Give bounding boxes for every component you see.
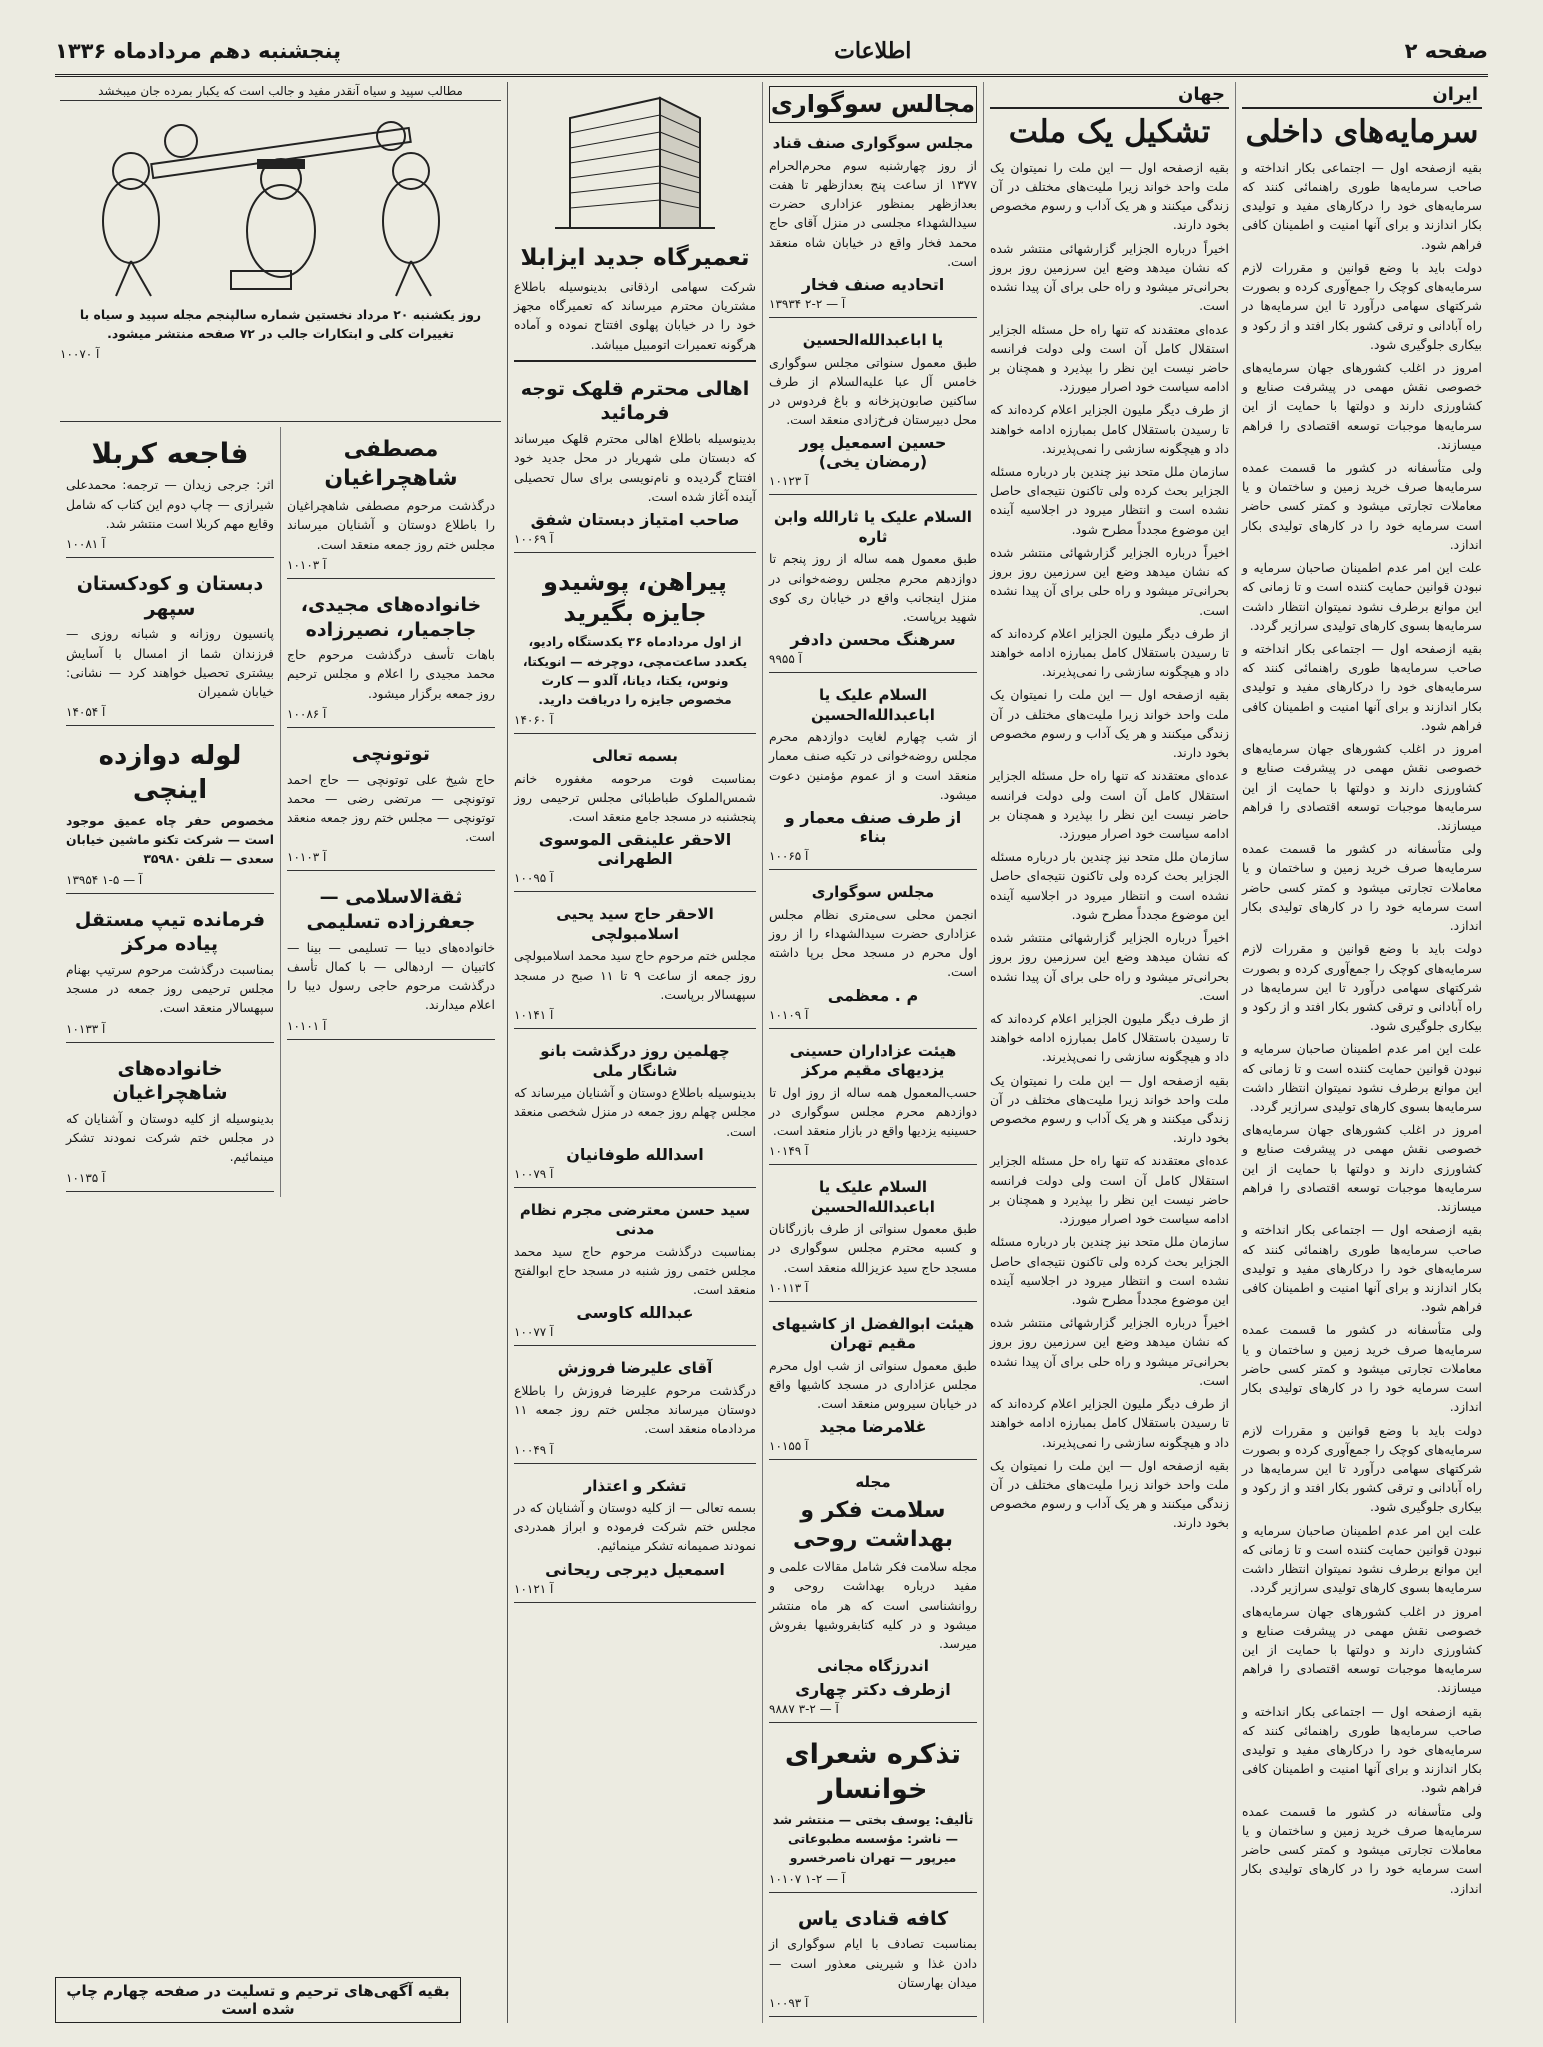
- cafe-text: بمناسبت تصادف با ایام سوگواری از دادن غذا و شیرینی معذور است — میدان بهارستان: [769, 1936, 977, 1990]
- notice-text: باهات تأسف درگذشت مرحوم حاج محمد مجیدی را اعلام و مجلس ترحیم روز جمعه برگزار میشود.: [287, 647, 495, 701]
- cafe-title: کافه قنادی یاس: [797, 1907, 949, 1930]
- page-number: صفحه ۲: [1404, 39, 1488, 63]
- notice-sign: الاحقر علینقی الموسوی الطهرانی: [538, 830, 732, 869]
- cafe-ad: [769, 1898, 977, 2017]
- left-ads-grid: [60, 427, 501, 1197]
- article-paragraph: از طرف دیگر ملیون الجزایر اعلام کرده‌اند که تا رسیدن باستقلال کامل بمبارزه ادامه خواهند داد و هیچگونه سازشی را نمی‌پذیرند.: [990, 1396, 1229, 1450]
- notice: [514, 739, 756, 892]
- notice-title: مجلس سوگواری صنف قناد: [772, 134, 974, 153]
- notice-title: الاحقر حاج سید یحیی اسلامبولچی: [556, 905, 714, 943]
- notice-text: بدینوسیله باطلاع اهالی محترم قلهک میرساند که دبستان ملی شهریار در محل جدید خود افتتاح گردیده و نام‌نویسی برای سال تحصیلی آینده آغاز شده است.: [514, 431, 756, 504]
- notice-text: اثر: جرجی زیدان — ترجمه: محمدعلی شیرازی — چاپ دوم این کتاب که شامل وقایع مهم کربلا است منتشر شد.: [66, 477, 274, 531]
- column-mourning-notices: [762, 82, 983, 2023]
- notice-code: ۱۰۰۹۵ آ: [514, 871, 554, 886]
- article-paragraph: امروز در اغلب کشورهای جهان سرمایه‌های خصوصی نقش مهمی در پیشرفت صنایع و کشاورزی دارند و دولتها با حمایت از این سرمایه‌ها موجبات توسعه اقتصادی را فراهم میسازند.: [1242, 741, 1482, 833]
- notice-text: طبق معمول سنواتی از طرف بازرگانان و کسبه محترم مجلس سوگواری در مسجد حاج سید عزیزالله منعقد است.: [769, 1221, 977, 1275]
- notice-code: ۱۰۰۷۹ آ: [514, 1166, 554, 1181]
- magazine-kicker: مجله: [855, 1473, 891, 1492]
- article-paragraph: اخیراً درباره الجزایر گزارشهائی منتشر شده که نشان میدهد وضع این سرزمین روز بروز بحرانی‌تر میشود و راه حلی برای آن پیدا نشده است.: [990, 930, 1229, 1003]
- notice-code: ۱۳۹۵۴ آ — ۵-۱: [66, 872, 143, 887]
- magazine-sign: ازطرف دکتر چهاری: [795, 1679, 951, 1699]
- notice: [769, 126, 977, 318]
- column-world: [983, 82, 1235, 2023]
- notice-code: ۱۰۰۴۹ آ: [514, 1442, 554, 1457]
- notice-title: السلام علیک یا اباعبدالله‌الحسین: [811, 686, 935, 724]
- notice-code: ۱۰۰۸۶ آ: [287, 706, 327, 721]
- notice-sign: اسدالله طوفانیان: [566, 1144, 704, 1164]
- notice: [66, 899, 274, 1043]
- notice-title: هیئت عزاداران حسینی یزدیهای مقیم مرکز: [789, 1041, 957, 1079]
- magazine-title: سلامت فکر و بهداشت روحی: [792, 1497, 954, 1552]
- article-paragraph: امروز در اغلب کشورهای جهان سرمایه‌های خصوصی نقش مهمی در پیشرفت صنایع و کشاورزی دارند و دولتها با حمایت از این سرمایه‌ها موجبات توسعه اقتصادی را فراهم میسازند.: [1242, 359, 1482, 452]
- notice-code: ۱۰۱۳۳ آ: [66, 1021, 106, 1036]
- article-paragraph: دولت باید با وضع قوانین و مقررات لازم سرمایه‌های کوچک را جمع‌آوری کرده و بصورت شرکتهای سهامی درآورد تا این سرمایه‌ها در راه آبادانی و ترقی کشور بکار افتد و از رکود و بیکاری جلوگیری شود.: [1242, 259, 1482, 352]
- book-ad: [769, 1728, 977, 1893]
- notice-title: مصطفی شاهچراغیان: [324, 437, 458, 491]
- notice: [514, 1469, 756, 1603]
- article-paragraph: بقیه ازصفحه اول — اجتماعی بکار انداخته و صاحب سرمایه‌ها طوری راهنمائی کنند که سرمایه‌های خود را درکارهای مفید و تولیدی بکار اندازند و برای آنها امنیت و اطمینان کافی فراهم شود.: [1242, 1703, 1482, 1796]
- notice: [514, 897, 756, 1029]
- notice-title: سید حسن معترضی مجرم نظام مدنی: [519, 1200, 751, 1239]
- notice-text: بمناسبت فوت مرحومه مغفوره خانم شمس‌الملوک طباطبائی مجلس ترحیمی روز پنجشنبه در مسجد جامع منعقد است.: [514, 770, 756, 825]
- notice-text: حسب‌المعمول همه ساله از روز اول تا دوازدهم محرم مجلس سوگواری در حسینیه یزدیها واقع در بازار منعقد است.: [769, 1084, 977, 1138]
- notice-text: خانواده‌های دیبا — تسلیمی — بینا — کاتبیان — اردهالی — با کمال تأسف درگذشت مرحوم حاجی رسول دیبا را اعلام میدارند.: [287, 939, 495, 1013]
- notice-code: ۱۴۰۵۴ آ: [66, 705, 106, 720]
- notice-text: از شب چهارم لغایت دوازدهم محرم مجلس روضه‌خوانی در تکیه صنف معمار منعقد است و از عموم مؤمنین دعوت میشود.: [769, 729, 977, 802]
- notice-text: طبق معمول همه ساله از روز پنجم تا دوازدهم محرم مجلس روضه‌خوانی در منزل اینجانب واقع در خیابان ری کوی شهید برپاست.: [769, 551, 977, 625]
- notice: [769, 1034, 977, 1166]
- notice-sign: سرهنگ محسن دادفر: [790, 630, 956, 650]
- article-paragraph: دولت باید با وضع قوانین و مقررات لازم سرمایه‌های کوچک را جمع‌آوری کرده و بصورت شرکتهای سهامی درآورد تا این سرمایه‌ها در راه آبادانی و ترقی کشور بکار افتد و از رکود و بیکاری جلوگیری شود.: [1242, 941, 1482, 1034]
- notice: [66, 731, 274, 893]
- notice-sign: صاحب امتیاز دبستان شفق: [530, 510, 740, 530]
- article-paragraph: ولی متأسفانه در کشور ما قسمت عمده سرمایه‌ها صرف خرید زمین و ساختمان و یا معاملات تجارتی میشود و کمتر کسی حاضر است سرمایه خود را در کارهای تولیدی بکار اندازد.: [1242, 841, 1482, 934]
- divider: [514, 360, 756, 362]
- notice: [514, 558, 756, 734]
- article-paragraph: از طرف دیگر ملیون الجزایر اعلام کرده‌اند که تا رسیدن باستقلال کامل بمبارزه ادامه خواهند داد و هیچگونه سازشی را نمی‌پذیرند.: [990, 625, 1229, 680]
- article-paragraph: ولی متأسفانه در کشور ما قسمت عمده سرمایه‌ها صرف خرید زمین و ساختمان و یا معاملات تجارتی میشود و کمتر کسی حاضر است سرمایه خود را در کارهای تولیدی بکار اندازد.: [1242, 1322, 1482, 1415]
- notice-title: السلام علیک یا ثارالله وابن ثاره: [774, 508, 972, 546]
- notice-code: ۱۰۱۰۳ آ: [287, 850, 327, 865]
- cartoon-caption: مطالب سپید و سیاه آنقدر مفید و جالب است که یکبار بمرده جان میبخشد: [60, 82, 501, 101]
- notice-sign: اتحادیه صنف فخار: [801, 275, 945, 294]
- notice-title: هیئت ابوالفضل از کاشیهای مقیم تهران: [771, 1314, 975, 1353]
- issue-date: پنجشنبه دهم مردادماه ۱۳۳۶: [55, 39, 341, 63]
- notice-code: ۹۹۵۵ آ: [769, 652, 802, 667]
- notice-code: ۱۰۱۰۱ آ: [287, 1018, 327, 1033]
- article-paragraph: علت این امر عدم اطمینان صاحبان سرمایه و نبودن قوانین حمایت کننده است و تا زمانی که این موانع برطرف نشود نمیتوان انتظار داشت سرمایه‌ها بسوی کارهای تولیدی سرازیر گردد.: [1242, 1522, 1482, 1596]
- building-illustration: [514, 88, 756, 238]
- mourning-section-headline: مجالس سوگواری: [769, 86, 977, 123]
- notice-title: فاجعه کربلا: [91, 437, 249, 470]
- notice-text: بمناسبت درگذشت مرحوم حاج سید محمد مجلس ختمی روز شنبه در مسجد حاج ابوالفتح منعقد است.: [514, 1243, 756, 1298]
- left-ads-left-column: [60, 427, 281, 1197]
- notice-sign: از طرف صنف معمار و بناء: [784, 808, 962, 847]
- article-paragraph: ولی متأسفانه در کشور ما قسمت عمده سرمایه‌ها صرف خرید زمین و ساختمان و یا معاملات تجارتی میشود و کمتر کسی حاضر است سرمایه خود را در کارهای تولیدی بکار اندازد.: [1242, 460, 1482, 552]
- building-headline: تعمیرگاه جدید ایزابلا: [520, 245, 750, 271]
- notice-text: از روز چهارشنبه سوم محرم‌الحرام ۱۳۷۷ از ساعت پنج بعدازظهر تا هفت بعدازظهر بمنظور عزاداری حضرت سیدالشهداء مجلسی در منزل آقای حاج محمد فخار واقع در خیابان شاه منعقد است.: [769, 157, 977, 269]
- notice: [287, 876, 495, 1039]
- article-paragraph: بقیه ازصفحه اول — اجتماعی بکار انداخته و صاحب سرمایه‌ها طوری راهنمائی کنند که سرمایه‌های خود را درکارهای مفید و تولیدی بکار اندازند و برای آنها امنیت و اطمینان کافی فراهم شود.: [1242, 641, 1482, 733]
- article-paragraph: عده‌ای معتقدند که تنها راه حل مسئله الجزایر استقلال کامل آن است ولی دولت فرانسه حاضر نیست این نظر را بپذیرد و همچنان بر ادامه سیاست خود اصرار میورزد.: [990, 768, 1229, 841]
- article-paragraph: اخیراً درباره الجزایر گزارشهائی منتشر شده که نشان میدهد وضع این سرزمین روز بروز بحرانی‌تر میشود و راه حلی برای آن پیدا نشده است.: [990, 1315, 1229, 1388]
- column-ads-left: [54, 82, 507, 2023]
- article-paragraph: بقیه ازصفحه اول — این ملت را نمیتوان یک ملت واحد خواند زیرا ملیت‌های مختلف در آن زندگی میکنند و هر یک آداب و رسوم مخصوص بخود دارند.: [990, 1457, 1229, 1531]
- article-paragraph: اخیراً درباره الجزایر گزارشهائی منتشر شده که نشان میدهد وضع این سرزمین روز بروز بحرانی‌تر میشود و راه حلی برای آن پیدا نشده است.: [990, 544, 1229, 618]
- notice-code: ۱۰۱۵۵ آ: [769, 1439, 809, 1454]
- notice-title: ثقة‌الاسلامی — جعفرزاده تسلیمی: [306, 886, 476, 934]
- notice-title: لوله دوازده اینچی: [98, 741, 242, 806]
- notice: [769, 678, 977, 870]
- article-paragraph: امروز در اغلب کشورهای جهان سرمایه‌های خصوصی نقش مهمی در پیشرفت صنایع و کشاورزی دارند و دولتها با حمایت از این سرمایه‌ها موجبات توسعه اقتصادی را فراهم میسازند.: [1242, 1603, 1482, 1696]
- notice-text: حاج شیخ علی توتونچی — حاج احمد توتونچی — مرتضی رضی — محمد توتونچی — مجلس ختم روز جمعه منعقد است.: [287, 771, 495, 845]
- notice: [287, 733, 495, 872]
- article-paragraph: بقیه ازصفحه اول — این ملت را نمیتوان یک ملت واحد خواند زیرا ملیت‌های مختلف در آن زندگی میکنند و هر یک آداب و رسوم مخصوص بخود دارند.: [990, 1072, 1229, 1146]
- notice-title: السلام علیک یا اباعبدالله‌الحسین: [811, 1178, 935, 1216]
- notice: [769, 875, 977, 1028]
- notice-sign: م . معظمی: [827, 985, 919, 1005]
- notice-title: توتونچی: [351, 742, 431, 765]
- article-headline: سرمایه‌های داخلی: [1245, 114, 1479, 150]
- paper-name: اطلاعات: [834, 38, 912, 64]
- article-paragraph: بقیه ازصفحه اول — این ملت را نمیتوان یک ملت واحد خواند زیرا ملیت‌های مختلف در آن زندگی میکنند و هر یک آداب و رسوم مخصوص بخود دارند.: [990, 687, 1229, 761]
- book-code: ۱۰۱۰۷ آ — ۲-۱: [769, 1871, 846, 1886]
- cafe-code: ۱۰۰۹۳ آ: [769, 1995, 809, 2010]
- notice-title: تشکر و اعتذار: [583, 1476, 687, 1495]
- notice-code: ۱۰۱۰۳ آ: [287, 557, 327, 572]
- notice-text: بسمه تعالی — از کلیه دوستان و آشنایان که در مجلس ختم شرکت فرموده و ابراز همدردی نمودند صمیمانه تشکر مینمائیم.: [514, 1500, 756, 1554]
- notice-text: مجلس ختم مرحوم حاج سید محمد اسلامبولچی روز جمعه از ساعت ۹ تا ۱۱ صبح در مسجد سپهسالار برپاست.: [514, 948, 756, 1002]
- notice-code: ۱۰۱۴۱ آ: [514, 1008, 554, 1023]
- notice: [514, 368, 756, 553]
- notice-text: مخصوص حفر چاه عمیق موجود است — شرکت تکنو ماشین خیابان سعدی — تلفن ۳۵۹۸۰: [66, 812, 274, 867]
- notice-code: ۱۰۰۷۷ آ: [514, 1325, 554, 1340]
- notice-code: ۱۰۱۴۹ آ: [769, 1144, 809, 1159]
- masthead: [55, 28, 1488, 77]
- notice-title: خانواده‌های شاهچراغیان: [112, 1057, 228, 1105]
- article-paragraph: علت این امر عدم اطمینان صاحبان سرمایه و نبودن قوانین حمایت کننده است و تا زمانی که این موانع برطرف نشود نمیتوان انتظار داشت سرمایه‌ها بسوی کارهای تولیدی سرازیر گردد.: [1242, 1041, 1482, 1115]
- notice-text: درگذشت مرحوم مصطفی شاهچراغیان را باطلاع دوستان و آشنایان میرساند مجلس ختم روز جمعه منعقد است.: [287, 498, 495, 552]
- magazine-code: ۹۸۸۷ آ — ۲-۳: [769, 1701, 839, 1716]
- book-title: تذکره شعرای خوانسار: [784, 1738, 962, 1805]
- section-tag-iran: ایران: [1242, 82, 1482, 109]
- article-paragraph: بقیه ازصفحه اول — اجتماعی بکار انداخته و صاحب سرمایه‌ها طوری راهنمائی کنند که سرمایه‌های خود را درکارهای مفید و تولیدی بکار اندازند و برای آنها امنیت و اطمینان کافی فراهم شود.: [1242, 1222, 1482, 1315]
- cartoon-figures-icon: [61, 101, 501, 301]
- article-paragraph: سازمان ملل متحد نیز چندین بار درباره مسئله الجزایر بحث کرده ولی تاکنون نتیجه‌ای حاصل نشده است و انتظار میرود در اجلاسیه آینده این موضوع مجدداً مطرح شود.: [990, 849, 1229, 922]
- notice: [287, 427, 495, 579]
- article-paragraph: عده‌ای معتقدند که تنها راه حل مسئله الجزایر استقلال کامل آن است ولی دولت فرانسه حاضر نیست این نظر را بپذیرد و همچنان بر ادامه سیاست خود اصرار میورزد.: [990, 321, 1229, 395]
- notice-text: بمناسبت درگذشت مرحوم سرتیپ بهنام مجلس ترحیمی روز جمعه در مسجد سپهسالار منعقد است.: [66, 961, 274, 1016]
- notice-title: دبستان و کودکستان سپهر: [76, 573, 264, 620]
- notice-code: ۱۰۱۱۳ آ: [769, 1280, 809, 1295]
- notice-title: اهالی محترم قلهک توجه فرمائید: [520, 377, 750, 425]
- article-paragraph: از طرف دیگر ملیون الجزایر اعلام کرده‌اند که تا رسیدن باستقلال کامل بمبارزه ادامه خواهند داد و هیچگونه سازشی را نمی‌پذیرند.: [990, 402, 1229, 456]
- left-ads-right-column: [281, 427, 501, 1197]
- column-ads-center: [507, 82, 762, 2023]
- notice-sign: عبدالله کاوسی: [576, 1303, 694, 1323]
- notice-title: آقای علیرضا فروزش: [557, 1359, 713, 1378]
- notice-title: مجلس سوگواری: [811, 883, 935, 902]
- notice-sign: حسین اسمعیل پور (رمضان یخی): [799, 433, 947, 472]
- notice-title: یا اباعبدالله‌الحسین: [802, 331, 944, 349]
- notice: [769, 500, 977, 673]
- notice-code: ۱۰۱۰۹ آ: [769, 1007, 809, 1022]
- notice: [514, 1351, 756, 1463]
- notice-text: بدینوسیله باطلاع دوستان و آشنایان میرساند که مجلس چهلم روز جمعه در منزل شخصی منعقد است.: [514, 1085, 756, 1139]
- notice: [769, 1307, 977, 1461]
- notice-sign: غلامرضا مجید: [819, 1417, 927, 1437]
- article-paragraph: سازمان ملل متحد نیز چندین بار درباره مسئله الجزایر بحث کرده ولی تاکنون نتیجه‌ای حاصل نشده است و انتظار میرود در اجلاسیه آینده این موضوع مجدداً مطرح شود.: [990, 1234, 1229, 1307]
- notice-title: بسمه تعالی: [592, 747, 678, 766]
- notice-text: درگذشت مرحوم علیرضا فروزش را باطلاع دوستان میرساند مجلس ختم روز جمعه ۱۱ مردادماه منعقد است.: [514, 1382, 756, 1437]
- notice: [66, 1048, 274, 1192]
- article-headline: تشکیل یک ملت: [1008, 114, 1211, 150]
- cartoon-text: روز یکشنبه ۲۰ مرداد نخستین شماره سالپنجم مجله سپید و سیاه با تغییرات کلی و ابتکارات جالب در ۷۲ صفحه منتشر میشود.: [79, 307, 482, 342]
- notice: [769, 323, 977, 495]
- article-paragraph: اخیراً درباره الجزایر گزارشهائی منتشر شده که نشان میدهد وضع این سرزمین روز بروز بحرانی‌تر میشود و راه حلی برای آن پیدا نشده است.: [990, 240, 1229, 314]
- notice-text: انجمن محلی سی‌متری نظام مجلس عزاداری حضرت سیدالشهداء را از روز اول محرم در مسجد محل برپا داشته است.: [769, 906, 977, 980]
- magazine-text: مجله سلامت فکر شامل مقالات علمی و مفید درباره بهداشت روحی و روانشناسی است که هر ماه منتشر میشود و در کلیه کتابفروشیها بفروش میرسد.: [769, 1559, 977, 1652]
- article-paragraph: بقیه ازصفحه اول — اجتماعی بکار انداخته و صاحب سرمایه‌ها طوری راهنمائی کنند که سرمایه‌های خود را درکارهای مفید و تولیدی بکار اندازند و برای آنها امنیت و اطمینان کافی فراهم شود.: [1242, 159, 1482, 252]
- footer-note: بقیه آگهی‌های ترحیم و تسلیت در صفحه چهارم چاپ شده است: [55, 1977, 461, 2023]
- article-paragraph: دولت باید با وضع قوانین و مقررات لازم سرمایه‌های کوچک را جمع‌آوری کرده و بصورت شرکتهای سهامی درآورد تا این سرمایه‌ها در راه آبادانی و ترقی کشور بکار افتد و از رکود و بیکاری جلوگیری شود.: [1242, 1422, 1482, 1515]
- article-paragraph: عده‌ای معتقدند که تنها راه حل مسئله الجزایر استقلال کامل آن است ولی دولت فرانسه حاضر نیست این نظر را بپذیرد و همچنان بر ادامه سیاست خود اصرار میورزد.: [990, 1153, 1229, 1227]
- article-paragraph: ولی متأسفانه در کشور ما قسمت عمده سرمایه‌ها صرف خرید زمین و ساختمان و یا معاملات تجارتی میشود و کمتر کسی حاضر است سرمایه خود را در کارهای تولیدی بکار اندازد.: [1242, 1803, 1482, 1896]
- notice-code: ۱۳۹۳۴ آ — ۲-۲: [769, 297, 846, 311]
- notice-text: طبق معمول سنواتی از شب اول محرم مجلس عزاداری در مسجد کاشیها واقع در خیابان سیروس منعقد است.: [769, 1357, 977, 1412]
- notice-text: طبق معمول سنواتی مجلس سوگواری خامس آل عبا علیه‌السلام از طرف ساکنین صابون‌پزخانه و باغ فردوس در محل دبیرستان فرخ‌زادی منعقد است.: [769, 354, 977, 428]
- book-text: تألیف: یوسف بختی — منتشر شد — ناشر: مؤسسه مطبوعاتی میرپور — تهران ناصرخسرو: [772, 1811, 974, 1866]
- notice-code: ۱۰۱۲۱ آ: [514, 1581, 554, 1596]
- article-paragraph: بقیه ازصفحه اول — این ملت را نمیتوان یک ملت واحد خواند زیرا ملیت‌های مختلف در آن زندگی میکنند و هر یک آداب و رسوم مخصوص بخود دارند.: [990, 159, 1229, 233]
- notice-code: ۱۰۱۳۵ آ: [66, 1170, 106, 1185]
- notice-title: خانواده‌های مجیدی، جاجمیار، نصیرزاده: [300, 593, 482, 641]
- notice: [514, 1193, 756, 1347]
- notice-code: ۱۴۰۶۰ آ: [514, 713, 554, 728]
- notice-code: ۱۰۰۸۱ آ: [66, 537, 106, 552]
- notice: [287, 584, 495, 728]
- notice-sign: اسمعیل دیرجی ریحانی: [545, 1559, 725, 1579]
- magazine-subhead: اندرزگاه مجانی: [817, 1657, 929, 1676]
- notice: [66, 563, 274, 726]
- notice-code: ۱۰۰۶۹ آ: [514, 532, 554, 547]
- notice-title: پیراهن، پوشیدو جایزه بگیرید: [543, 568, 727, 628]
- notice-text: از اول مردادماه ۳۶ یکدستگاه رادیو، یکعدد ساعت‌مچی، دوچرخه — انویکتا، ونوس، یکتا، دیانا، آلدو — کارت مخصوص جایزه را دریافت دارید.: [522, 634, 748, 708]
- cartoon-code: ۱۰۰۷۰ آ: [60, 347, 100, 362]
- notice-text: بدینوسیله از کلیه دوستان و آشنایان که در مجلس ختم شرکت نمودند تشکر مینمائیم.: [66, 1110, 274, 1165]
- building-icon: [550, 88, 720, 238]
- building-text: شرکت سهامی ارذقانی بدینوسیله باطلاع مشتریان محترم میرساند که تعمیرگاه مجهز خود را در خیابان پهلوی افتتاح نموده و آماده هرگونه تعمیرات اتومبیل میباشد.: [514, 278, 756, 352]
- article-paragraph: امروز در اغلب کشورهای جهان سرمایه‌های خصوصی نقش مهمی در پیشرفت صنایع و کشاورزی دارند و دولتها با حمایت از این سرمایه‌ها موجبات توسعه اقتصادی را فراهم میسازند.: [1242, 1122, 1482, 1215]
- notice-text: پانسیون روزانه و شبانه روزی — فرزندان شما از امسال با آسایش بیشتری تحصیل خواهند کرد — نشانی: خیابان شمیران: [66, 626, 274, 700]
- cartoon-illustration: [60, 101, 501, 422]
- notice-title: فرمانده تیپ مستقل پیاده مرکز: [74, 908, 266, 956]
- notice: [514, 1034, 756, 1188]
- section-tag-world: جهان: [990, 82, 1229, 109]
- notice: [66, 427, 274, 558]
- notice-code: ۱۰۰۶۵ آ: [769, 849, 809, 864]
- notice-code: ۱۰۱۲۳ آ: [769, 474, 809, 489]
- article-paragraph: از طرف دیگر ملیون الجزایر اعلام کرده‌اند که تا رسیدن باستقلال کامل بمبارزه ادامه خواهند داد و هیچگونه سازشی را نمی‌پذیرند.: [990, 1010, 1229, 1065]
- column-domestic: [1235, 82, 1488, 2023]
- magazine-ad: [769, 1465, 977, 1722]
- notice: [769, 1170, 977, 1302]
- article-paragraph: علت این امر عدم اطمینان صاحبان سرمایه و نبودن قوانین حمایت کننده است و تا زمانی که این موانع برطرف نشود نمیتوان انتظار داشت سرمایه‌ها بسوی کارهای تولیدی سرازیر گردد.: [1242, 560, 1482, 633]
- article-paragraph: سازمان ملل متحد نیز چندین بار درباره مسئله الجزایر بحث کرده ولی تاکنون نتیجه‌ای حاصل نشده است و انتظار میرود در اجلاسیه آینده این موضوع مجدداً مطرح شود.: [990, 464, 1229, 537]
- notice-title: چهلمین روز درگذشت بانو شانگار ملی: [540, 1042, 730, 1080]
